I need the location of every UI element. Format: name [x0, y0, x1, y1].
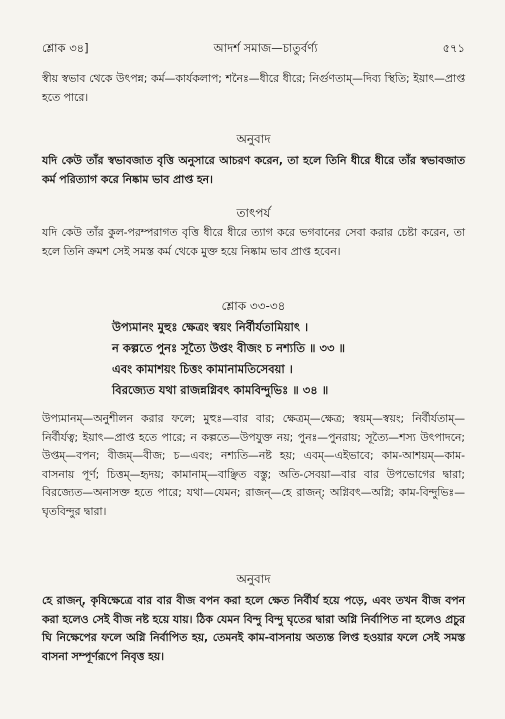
verse-line: এবং কামাশয়ং চিত্তং কামানামতিসেবয়া ।	[112, 362, 293, 376]
translation-1-heading: অনুবাদ	[236, 132, 271, 146]
page-header	[42, 40, 465, 58]
verse-heading: শ্লোক ৩৩-৩৪	[221, 299, 286, 313]
verse-line: উপ্যমানং মুহুঃ ক্ষেত্রং স্বয়ং নির্বীর্যতামিয়াৎ ।	[112, 320, 309, 334]
page-number: ৫৭১	[442, 40, 465, 55]
translation-2-heading: অনুবাদ	[236, 572, 271, 586]
purport-text: যদি কেউ তাঁর কুল-পরম্পরাগত বৃত্তি ধীরে ধীরে ত্যাগ করে ভগবানের সেবা করার চেষ্টা করেন, তা হলে তিনি ক্রমশ সেই সমস্ত কর্ম থেকে মুক্ত হয়ে নিষ্কাম ভাব প্রাপ্ত হবেন।	[42, 226, 465, 258]
translation-2-text: হে রাজন্, কৃষিক্ষেত্রে বার বার বীজ বপন করা হলে ক্ষেত নির্বীর্য হয়ে পড়ে, এবং তখন বীজ বপন করা হলেও সেই বীজ নষ্ট হয়ে যায়। ঠিক যেমন বিন্দু বিন্দু ঘৃতের দ্বারা অগ্নি নির্বাপিত না হলেও প্রচুর ঘি নিক্ষেপের ফলে অগ্নি নির্বাপিত হয়, তেমনই কাম-বাসনায় অত্যন্ত লিপ্ত হওয়ার ফলে সেই সমস্ত বাসনা সম্পূর্ণরূপে নিবৃত্ত হয়।	[42, 594, 465, 663]
translation-2	[42, 570, 465, 666]
translation-1	[42, 130, 465, 189]
intro-synonyms-text: স্বীয় স্বভাব থেকে উৎপন্ন; কর্ম—কার্যকলাপ; শনৈঃ—ধীরে ধীরে; নির্গুণতাম্—দিব্য স্থিতি; ইয়াৎ—প্রাপ্ত হতে পারে।	[42, 72, 465, 104]
synonyms-text: উপ্যমানম্—অনুশীলন করার ফলে; মুহুঃ—বার বার; ক্ষেত্রম্—ক্ষেত্র; স্বয়ম্—স্বয়ং; নির্বীর্যতাম্—নির্বীর্যত্ব; ইয়াৎ—প্রাপ্ত হতে পারে; ন কল্পতে—উপযুক্ত নয়; পুনঃ—পুনরায়; সূত্যৈ—শস্য উৎপাদনে; উপ্তম্—বপন; বীজম্—বীজ; চ—এবং; নশ্যতি—নষ্ট হয়; এবম্—এইভাবে; কাম-আশয়ম্—কাম-বাসনায় পূর্ণ; চিত্তম্—হৃদয়; কামানাম্—বাঞ্ছিত বস্তু; অতি-সেবয়া—বার বার উপভোগের দ্বারা; বিরজ্যেত—অনাসক্ত হতে পারে; যথা—যেমন; রাজন্—হে রাজন্; অগ্নিবৎ—অগ্নি; কাম-বিন্দুভিঃ—ঘৃতবিন্দুর দ্বারা।	[42, 412, 465, 518]
header-verse-ref: শ্লোক ৩৪]	[42, 40, 89, 55]
verse-line: বিরজ্যেত যথা রাজন্নগ্নিবৎ কামবিন্দুভিঃ ॥ ৩৪ ॥	[112, 383, 329, 397]
verse-block	[112, 317, 465, 401]
translation-1-text: যদি কেউ তাঁর স্বভাবজাত বৃত্তি অনুসারে আচরণ করেন, তা হলে তিনি ধীরে ধীরে তাঁর স্বভাবজাত কর্ম পরিত্যাগ করে নিষ্কাম ভাব প্রাপ্ত হন।	[42, 154, 465, 186]
header-title: আদর্শ সমাজ—চাতুর্বর্ণ্য	[213, 40, 318, 55]
intro-synonyms	[42, 70, 465, 107]
purport-heading: তাৎপর্য	[236, 206, 271, 220]
verse-heading-block	[42, 297, 465, 315]
synonyms	[42, 410, 465, 522]
purport	[42, 204, 465, 261]
verse-line: ন কল্পতে পুনঃ সূত্যৈ উপ্তং বীজং চ নশ্যতি ॥ ৩৩ ॥	[112, 341, 345, 355]
